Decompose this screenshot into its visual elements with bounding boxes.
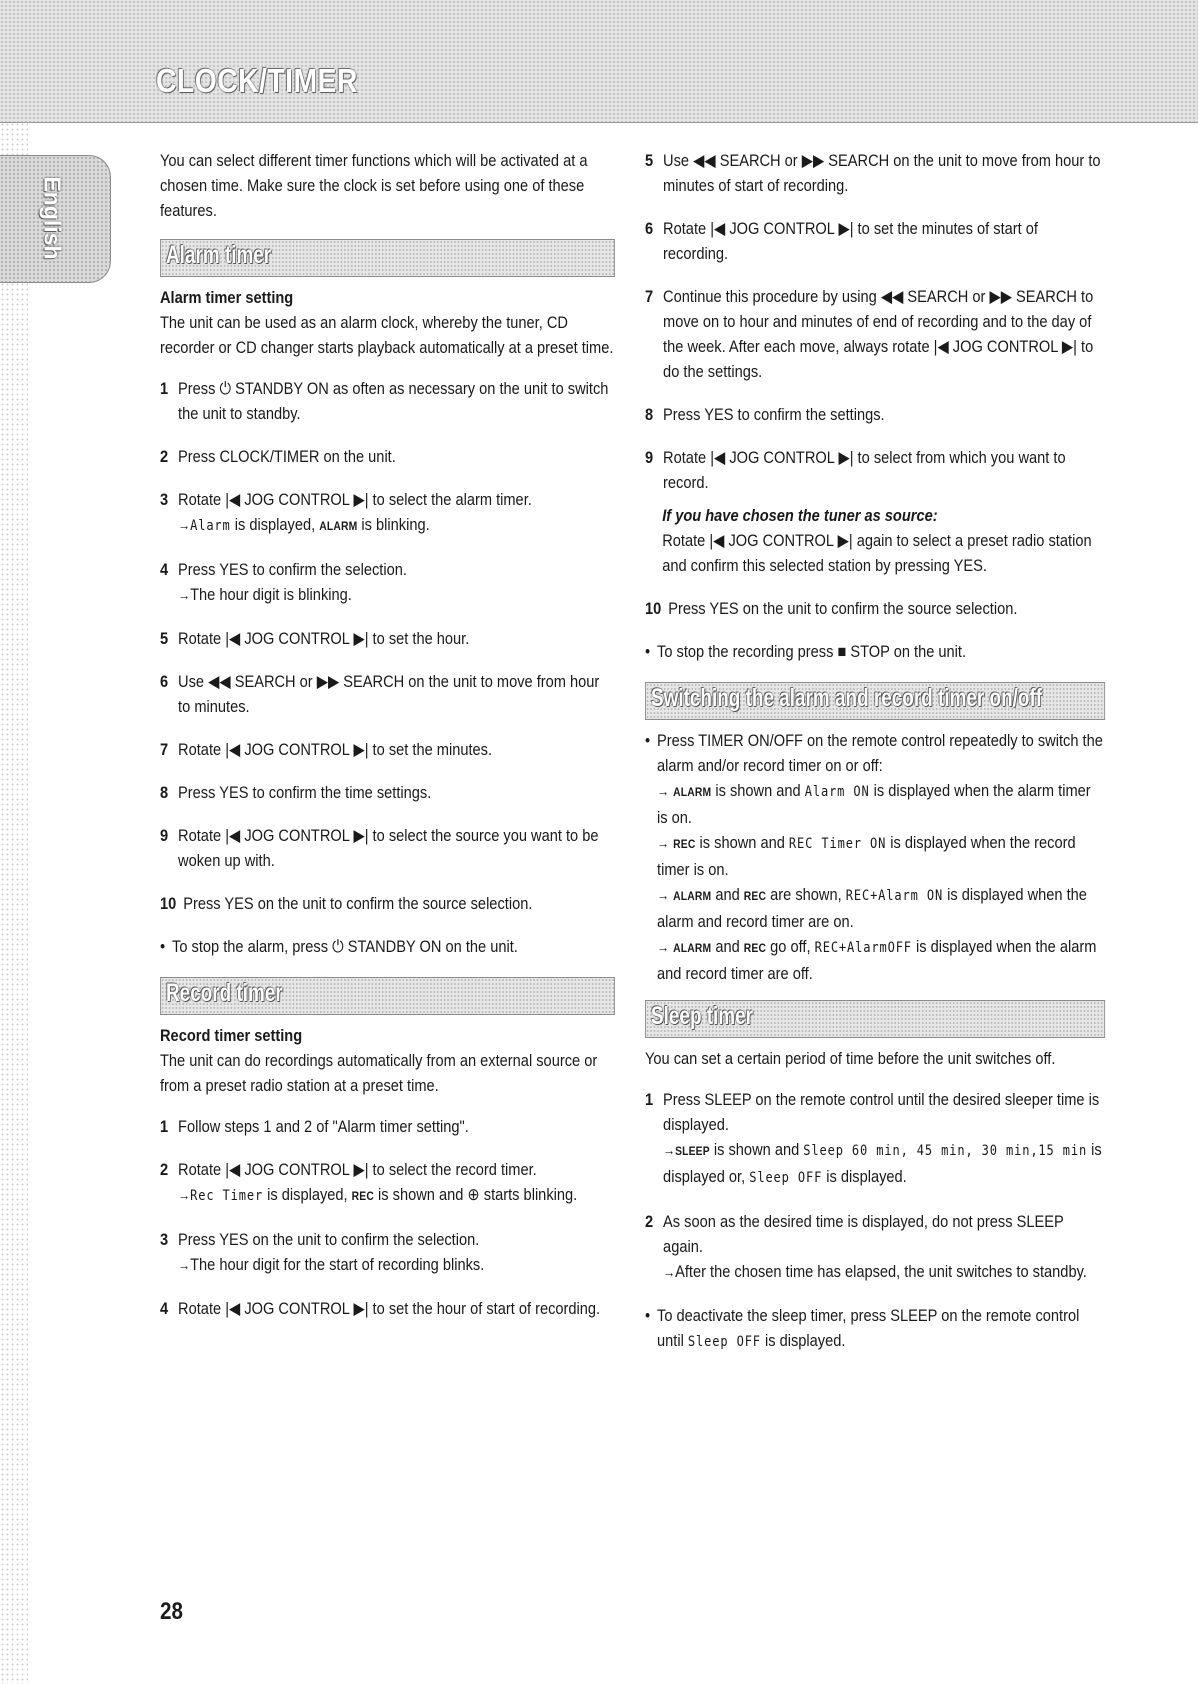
bullet-text <box>172 934 518 959</box>
step-text-part: to set the minutes. <box>368 740 493 759</box>
lcd-text: Sleep OFF <box>687 1334 761 1350</box>
sleep-step-1 <box>645 1087 1105 1191</box>
step-text <box>178 823 615 873</box>
step-text <box>663 284 1105 384</box>
step-number: 10 <box>645 599 662 618</box>
step-number: 3 <box>160 490 169 509</box>
step-number: 9 <box>645 448 654 467</box>
bullet-icon: • <box>160 937 166 956</box>
skip-forward-icon: ▶| <box>353 740 369 759</box>
bullet-text-part: STOP on the unit. <box>846 642 967 661</box>
step-number: 8 <box>645 405 654 424</box>
record-description: The unit can do recordings automatically from an external source or from a preset radio station at a preset time. <box>160 1051 598 1095</box>
skip-back-icon: |◀ <box>225 490 241 509</box>
step-text: Press YES to confirm the settings. <box>663 405 885 424</box>
result-text: go off, <box>766 937 815 956</box>
step-number: 2 <box>645 1212 654 1231</box>
step-text <box>178 737 492 762</box>
step-text: Press YES to confirm the time settings. <box>178 783 432 802</box>
result-arrow-icon: → <box>657 887 670 903</box>
alarm-step-10 <box>160 891 615 916</box>
bullet-icon: • <box>645 1306 651 1325</box>
alarm-timer-heading <box>160 239 615 277</box>
step-number: 7 <box>160 740 169 759</box>
alarm-step-1 <box>160 376 615 426</box>
step-text-part: is blinking. <box>357 515 430 534</box>
step-result: The hour digit is blinking. <box>190 585 352 604</box>
step-text-part: As soon as the desired time is displayed, do not press SLEEP again. <box>663 1212 1064 1256</box>
step-number: 6 <box>160 672 169 691</box>
jog-control-label: JOG CONTROL <box>244 629 350 648</box>
step-text-part: SEARCH on the unit to move from hour to minutes of start of recording. <box>663 151 1101 195</box>
step-text-part: Rotate <box>663 448 711 467</box>
result-arrow-icon: → <box>663 1142 676 1158</box>
step-text-part: to set the minutes of start of recording. <box>663 219 1038 263</box>
fast-forward-icon: ▶▶ <box>989 287 1012 306</box>
fast-forward-icon: ▶▶ <box>316 672 340 691</box>
bullet-text <box>657 728 1105 986</box>
lcd-text: Sleep OFF <box>749 1170 823 1186</box>
rewind-icon: ◀◀ <box>693 151 716 170</box>
step-text-part: to select the alarm timer. <box>368 490 532 509</box>
result-text: and <box>711 885 744 904</box>
alarm-step-8 <box>160 780 615 805</box>
step-text <box>178 487 532 539</box>
standby-icon: ⏻ <box>219 379 232 398</box>
step-text-part: to do the settings. <box>663 337 1094 381</box>
step-number: 1 <box>160 1117 169 1136</box>
language-tab-label: English <box>39 176 66 260</box>
bullet-icon: • <box>645 642 651 661</box>
record-subheading: Record timer setting <box>160 1026 303 1045</box>
step-number: 10 <box>160 894 177 913</box>
step-number: 8 <box>160 783 169 802</box>
sleep-deactivate-bullet <box>645 1303 1105 1355</box>
step-text-part: STANDBY ON as often as necessary on the unit to switch the unit to standby. <box>178 379 609 423</box>
sleep-timer-heading-text: Sleep timer <box>651 1002 754 1030</box>
step-text-part: is displayed or, <box>663 1140 1102 1186</box>
tuner-source-note <box>645 503 1105 578</box>
record-step-3 <box>160 1227 615 1278</box>
sleep-timer-heading <box>645 1000 1105 1038</box>
record-step-2 <box>160 1157 615 1209</box>
step-text: Press CLOCK/TIMER on the unit. <box>178 447 396 466</box>
alarm-indicator: ALARM <box>319 519 358 533</box>
step-text-part: Rotate <box>178 1160 226 1179</box>
step-text: Follow steps 1 and 2 of "Alarm timer setting". <box>178 1117 469 1136</box>
result-text: is displayed when the alarm timer is on. <box>657 781 1091 827</box>
record-timer-heading <box>160 977 615 1015</box>
alarm-step-3 <box>160 487 615 539</box>
step-text-part: is displayed, <box>263 1185 352 1204</box>
step-text-part: Press YES to confirm the selection. <box>178 560 407 579</box>
step-text-part: to set the hour of start of recording. <box>368 1299 601 1318</box>
bullet-icon: • <box>645 731 651 750</box>
rewind-icon: ◀◀ <box>208 672 231 691</box>
jog-control-label: JOG CONTROL <box>244 826 350 845</box>
switching-result-2 <box>657 833 1076 879</box>
step-text-part: Rotate <box>178 490 226 509</box>
bullet-text-part: Press TIMER ON/OFF on the remote control repeatedly to switch the alarm and/or record timer on or off: <box>657 731 1103 775</box>
result-arrow-icon: → <box>657 783 670 799</box>
result-text: is displayed when the alarm and record timer are off. <box>657 937 1097 983</box>
record-stop-bullet <box>645 639 1105 664</box>
lcd-text: Sleep 60 min, 45 min, 30 min,15 min <box>803 1143 1088 1159</box>
step-text <box>178 557 407 608</box>
tuner-source-text <box>662 528 1105 578</box>
alarm-step-5 <box>160 626 615 651</box>
step-text-part: Press <box>178 379 220 398</box>
result-arrow-icon: → <box>178 1187 191 1203</box>
bullet-text-part: is displayed. <box>760 1331 846 1350</box>
record-step-4 <box>160 1296 615 1321</box>
sleep-indicator: SLEEP <box>675 1144 710 1158</box>
bullet-text-part: To stop the recording press <box>657 642 838 661</box>
lcd-text: Alarm <box>190 518 231 534</box>
jog-control-label: JOG CONTROL <box>952 337 1058 356</box>
record-step-6 <box>645 216 1105 266</box>
skip-forward-icon: ▶| <box>837 531 853 550</box>
switching-bullet <box>645 728 1105 986</box>
bullet-text-part: To stop the alarm, press <box>172 937 333 956</box>
step-number: 3 <box>160 1230 169 1249</box>
record-step-10 <box>645 596 1105 621</box>
step-number: 6 <box>645 219 654 238</box>
page-number: 28 <box>160 1598 183 1625</box>
skip-forward-icon: ▶| <box>353 490 369 509</box>
left-column <box>160 148 615 1339</box>
alarm-step-9 <box>160 823 615 873</box>
result-arrow-icon: → <box>663 1264 676 1280</box>
record-step-7 <box>645 284 1105 384</box>
rec-indicator: REC <box>351 1189 374 1203</box>
alarm-indicator: ALARM <box>673 785 712 799</box>
result-text: is shown and <box>695 833 789 852</box>
step-text <box>178 626 469 651</box>
step-number: 4 <box>160 560 169 579</box>
record-step-5 <box>645 148 1105 198</box>
alarm-step-7 <box>160 737 615 762</box>
skip-forward-icon: ▶| <box>353 1299 369 1318</box>
step-number: 5 <box>645 151 654 170</box>
step-text <box>663 148 1105 198</box>
step-text-part: is displayed, <box>230 515 320 534</box>
skip-back-icon: |◀ <box>225 629 241 648</box>
timer-icon: ⊕ <box>467 1185 480 1204</box>
record-timer-heading-text: Record timer <box>166 979 283 1007</box>
step-text-part: is shown and <box>373 1185 468 1204</box>
step-text-part: Rotate <box>178 826 226 845</box>
step-number: 1 <box>645 1090 654 1109</box>
step-text-part: SEARCH or <box>230 672 317 691</box>
result-arrow-icon: → <box>178 517 191 533</box>
skip-forward-icon: ▶| <box>838 219 854 238</box>
skip-back-icon: |◀ <box>710 448 726 467</box>
record-step-1 <box>160 1114 615 1139</box>
step-text <box>663 216 1105 266</box>
step-number: 2 <box>160 1160 169 1179</box>
skip-forward-icon: ▶| <box>353 826 369 845</box>
alarm-step-6 <box>160 669 615 719</box>
jog-control-label: JOG CONTROL <box>244 1160 350 1179</box>
step-text <box>178 1296 600 1321</box>
switching-heading-text: Switching the alarm and record timer on/off <box>651 684 1043 712</box>
jog-control-label: JOG CONTROL <box>244 490 350 509</box>
result-text: is displayed when the record timer is on. <box>657 833 1076 879</box>
step-text-part: is shown and <box>709 1140 804 1159</box>
lcd-text: REC+AlarmOFF <box>814 940 912 956</box>
alarm-step-2 <box>160 444 615 469</box>
alarm-stop-bullet <box>160 934 615 959</box>
jog-control-label: JOG CONTROL <box>729 448 835 467</box>
alarm-timer-heading-text: Alarm timer <box>166 241 272 269</box>
step-text-part: SEARCH or <box>715 151 802 170</box>
skip-back-icon: |◀ <box>225 1160 241 1179</box>
step-text: Press YES on the unit to confirm the source selection. <box>668 599 1018 618</box>
result-arrow-icon: → <box>178 587 191 603</box>
sleep-description: You can set a certain period of time before the unit switches off. <box>645 1049 1056 1068</box>
switching-result-3 <box>657 885 1087 931</box>
step-result: After the chosen time has elapsed, the unit switches to standby. <box>675 1262 1087 1281</box>
switching-heading <box>645 682 1105 720</box>
result-text: and <box>711 937 744 956</box>
step-number: 7 <box>645 287 654 306</box>
step-text-part: Press YES on the unit to confirm the selection. <box>178 1230 480 1249</box>
step-text <box>178 669 615 719</box>
step-text-part: to set the hour. <box>368 629 470 648</box>
rec-indicator: REC <box>743 941 767 955</box>
step-number: 9 <box>160 826 169 845</box>
sleep-step-2 <box>645 1209 1105 1285</box>
bullet-text <box>657 1303 1105 1355</box>
record-step-8 <box>645 402 1105 427</box>
step-text-part: again to select a preset radio station and confirm this selected station by pressing YES. <box>662 531 1092 575</box>
alarm-subheading: Alarm timer setting <box>160 288 294 307</box>
right-column <box>645 148 1105 1373</box>
step-result: The hour digit for the start of recording blinks. <box>190 1255 485 1274</box>
alarm-description: The unit can be used as an alarm clock, whereby the tuner, CD recorder or CD changer starts playback automatically at a preset time. <box>160 313 614 357</box>
step-text-part: to select the source you want to be woken up with. <box>178 826 599 870</box>
rewind-icon: ◀◀ <box>880 287 904 306</box>
step-number: 2 <box>160 447 169 466</box>
step-text <box>663 1087 1105 1191</box>
jog-control-label: JOG CONTROL <box>729 219 835 238</box>
rec-indicator: REC <box>673 837 696 851</box>
fast-forward-icon: ▶▶ <box>801 151 825 170</box>
tuner-source-heading: If you have chosen the tuner as source: <box>662 506 938 525</box>
skip-back-icon: |◀ <box>225 826 241 845</box>
lcd-text: Rec Timer <box>190 1188 264 1204</box>
jog-control-label: JOG CONTROL <box>244 740 350 759</box>
skip-forward-icon: ▶| <box>353 1160 369 1179</box>
bullet-text-part: STANDBY ON on the unit. <box>343 937 518 956</box>
step-text <box>663 445 1105 495</box>
alarm-indicator: ALARM <box>673 889 712 903</box>
record-step-9 <box>645 445 1105 495</box>
step-text-part: Rotate <box>178 629 226 648</box>
switching-result-1 <box>657 781 1091 827</box>
bullet-text <box>657 639 966 664</box>
lcd-text: Alarm ON <box>804 784 870 800</box>
result-text: is shown and <box>711 781 805 800</box>
result-text: are shown, <box>766 885 846 904</box>
step-text-part: to select from which you want to record. <box>663 448 1066 492</box>
page-title: CLOCK/TIMER <box>156 62 358 99</box>
step-number: 4 <box>160 1299 169 1318</box>
step-text <box>178 376 615 426</box>
step-text: Press YES on the unit to confirm the source selection. <box>183 894 533 913</box>
result-arrow-icon: → <box>178 1257 191 1273</box>
step-text <box>663 1209 1105 1285</box>
step-text-part: Rotate <box>663 219 711 238</box>
step-number: 1 <box>160 379 169 398</box>
step-text-part: SEARCH to move on to hour and minutes of end of recording and to the day of the week. After each move, always rotate <box>663 287 1094 356</box>
result-arrow-icon: → <box>657 939 670 955</box>
standby-icon: ⏻ <box>332 937 344 956</box>
right-column-text <box>645 148 1105 1355</box>
skip-forward-icon: ▶| <box>353 629 369 648</box>
result-arrow-icon: → <box>657 835 670 851</box>
skip-back-icon: |◀ <box>710 219 726 238</box>
step-text <box>178 1157 577 1209</box>
switching-result-4 <box>657 937 1096 983</box>
step-text-part: to select the record timer. <box>368 1160 537 1179</box>
step-text-part: is displayed. <box>822 1167 907 1186</box>
jog-control-label: JOG CONTROL <box>728 531 834 550</box>
jog-control-label: JOG CONTROL <box>244 1299 350 1318</box>
step-text-part: SEARCH on the unit to move from hour to minutes. <box>178 672 600 716</box>
step-text-part: Press SLEEP on the remote control until the desired sleeper time is displayed. <box>663 1090 1100 1134</box>
alarm-step-4 <box>160 557 615 608</box>
stop-icon: ■ <box>837 642 847 661</box>
step-text-part: Rotate <box>178 740 226 759</box>
skip-back-icon: |◀ <box>709 531 725 550</box>
binding-strip <box>0 122 28 1684</box>
step-text-part: Use <box>663 151 694 170</box>
bullet-text-part: To deactivate the sleep timer, press SLEEP on the remote control until <box>657 1306 1080 1350</box>
step-text-part: starts blinking. <box>479 1185 578 1204</box>
step-text-part: Rotate <box>662 531 710 550</box>
step-number: 5 <box>160 629 169 648</box>
left-column-text <box>160 148 615 1321</box>
rec-indicator: REC <box>743 889 767 903</box>
step-text-part: Use <box>178 672 209 691</box>
skip-back-icon: |◀ <box>225 740 241 759</box>
step-text <box>178 1227 484 1278</box>
step-text-part: SEARCH or <box>903 287 990 306</box>
result-text: is displayed when the alarm and record timer are on. <box>657 885 1087 931</box>
skip-back-icon: |◀ <box>225 1299 241 1318</box>
step-text-part: Rotate <box>178 1299 226 1318</box>
intro-paragraph: You can select different timer functions which will be activated at a chosen time. Make sure the clock is set before using one of these features. <box>160 151 588 220</box>
lcd-text: REC+Alarm ON <box>845 888 944 904</box>
skip-forward-icon: ▶| <box>1061 337 1077 356</box>
step-text-part: Continue this procedure by using <box>663 287 881 306</box>
skip-back-icon: |◀ <box>933 337 949 356</box>
alarm-indicator: ALARM <box>673 941 712 955</box>
skip-forward-icon: ▶| <box>838 448 854 467</box>
lcd-text: REC Timer ON <box>788 836 887 852</box>
